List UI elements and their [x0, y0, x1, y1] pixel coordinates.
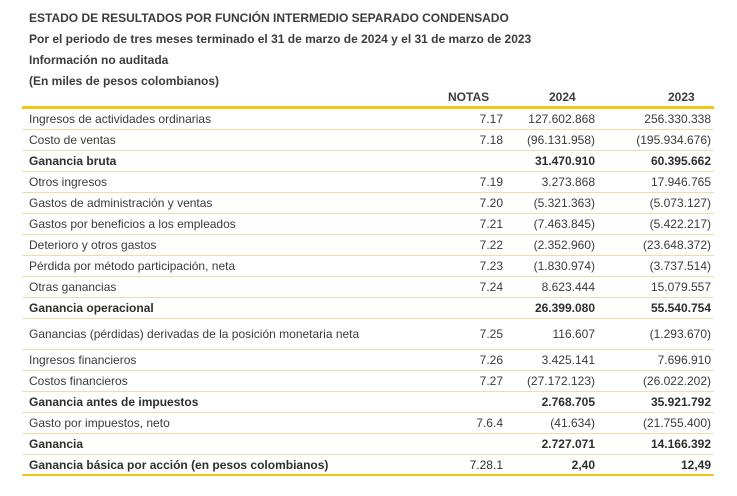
row-value-2023: 15.079.557	[650, 280, 711, 294]
statement-period: Por el periodo de tres meses terminado el 31 de marzo de 2024 y el 31 de marzo de 2023	[29, 32, 532, 46]
row-value-2023: 35.921.792	[650, 395, 711, 409]
row-value-2024: 3.273.868	[541, 175, 595, 189]
row-value-2023: 7.696.910	[657, 353, 711, 367]
row-note: 7.28.1	[469, 458, 503, 472]
row-value-2023: 12,49	[680, 458, 711, 472]
row-value-2024: 2,40	[571, 458, 595, 472]
row-label: Ingresos de actividades ordinarias	[29, 112, 212, 126]
row-value-2024: (27.172.123)	[526, 374, 595, 388]
row-label: Ganancia bruta	[29, 154, 117, 168]
row-label: Gasto por impuestos, neto	[29, 416, 170, 430]
row-value-2023: (1.293.670)	[649, 327, 711, 341]
row-note: 7.22	[479, 238, 503, 252]
row-value-2023: 60.395.662	[650, 154, 711, 168]
row-value-2023: 14.166.392	[650, 437, 711, 451]
row-label: Gastos por beneficios a los empleados	[29, 217, 236, 231]
row-label: Costos financieros	[29, 374, 128, 388]
units-note: (En miles de pesos colombianos)	[29, 74, 220, 88]
row-label: Ganancias (pérdidas) derivadas de la posición monetaria neta	[29, 327, 360, 341]
row-note: 7.24	[479, 280, 503, 294]
row-value-2024: (96.131.958)	[526, 133, 595, 147]
notes-column-header: NOTAS	[448, 90, 490, 104]
table-row	[22, 214, 714, 235]
table-row	[22, 455, 714, 475]
row-label: Pérdida por método participación, neta	[29, 259, 236, 273]
table-row	[22, 298, 714, 319]
row-value-2024: 31.470.910	[534, 154, 595, 168]
row-note: 7.20	[479, 196, 503, 210]
income-statement-table	[22, 109, 714, 475]
row-value-2024: (1.830.974)	[533, 259, 595, 273]
row-label: Otras ganancias	[29, 280, 117, 294]
row-note: 7.25	[479, 327, 503, 341]
table-row	[22, 256, 714, 277]
statement-header	[29, 8, 531, 92]
table-row	[22, 350, 714, 371]
row-note: 7.26	[479, 353, 503, 367]
row-label: Otros ingresos	[29, 175, 108, 189]
table-row	[22, 109, 714, 130]
statement-title: ESTADO DE RESULTADOS POR FUNCIÓN INTERMEDIO SEPARADO CONDENSADO	[29, 11, 509, 25]
table-row	[22, 151, 714, 172]
row-value-2023: (23.648.372)	[642, 238, 711, 252]
row-value-2023: (26.022.202)	[642, 374, 711, 388]
row-note: 7.19	[479, 175, 503, 189]
footer-rule	[22, 474, 714, 476]
row-value-2024: (41.634)	[550, 416, 595, 430]
row-value-2023: (5.422.217)	[649, 217, 711, 231]
row-label: Ganancia operacional	[29, 301, 154, 315]
row-value-2023: (5.073.127)	[649, 196, 711, 210]
row-value-2024: 116.607	[552, 327, 595, 341]
row-label: Costo de ventas	[29, 133, 116, 147]
row-label: Ganancia	[29, 437, 84, 451]
row-note: 7.23	[479, 259, 503, 273]
table-row	[22, 235, 714, 256]
row-note: 7.27	[479, 374, 503, 388]
row-value-2023: (3.737.514)	[649, 259, 711, 273]
year-2024-column-header: 2024	[549, 90, 576, 104]
row-label: Ganancia básica por acción (en pesos colombianos)	[29, 458, 329, 472]
row-value-2023: 55.540.754	[650, 301, 711, 315]
row-value-2024: 127.602.868	[528, 112, 595, 126]
row-value-2024: (5.321.363)	[533, 196, 595, 210]
year-2023-column-header: 2023	[668, 90, 695, 104]
table-row	[22, 434, 714, 455]
row-note: 7.21	[479, 217, 503, 231]
row-label: Ganancia antes de impuestos	[29, 395, 199, 409]
row-value-2024: 2.768.705	[541, 395, 595, 409]
row-value-2024: 26.399.080	[534, 301, 595, 315]
table-row	[22, 130, 714, 151]
table-row	[22, 193, 714, 214]
row-note: 7.17	[479, 112, 503, 126]
row-label: Deterioro y otros gastos	[29, 238, 157, 252]
table-row	[22, 392, 714, 413]
row-value-2023: (195.934.676)	[636, 133, 711, 147]
row-value-2023: (21.755.400)	[642, 416, 711, 430]
row-value-2023: 256.330.338	[644, 112, 711, 126]
column-headers	[29, 90, 714, 106]
table-row	[22, 413, 714, 434]
row-note: 7.6.4	[476, 416, 503, 430]
row-value-2023: 17.946.765	[650, 175, 711, 189]
table-row	[22, 277, 714, 298]
row-label: Gastos de administración y ventas	[29, 196, 213, 210]
row-value-2024: (2.352.960)	[533, 238, 595, 252]
table-row	[22, 319, 714, 350]
table-row	[22, 371, 714, 392]
row-value-2024: 8.623.444	[541, 280, 595, 294]
row-note: 7.18	[479, 133, 503, 147]
audit-note: Información no auditada	[29, 53, 169, 67]
row-value-2024: 3.425.141	[541, 353, 595, 367]
row-value-2024: 2.727.071	[541, 437, 595, 451]
row-value-2024: (7.463.845)	[533, 217, 595, 231]
table-row	[22, 172, 714, 193]
row-label: Ingresos financieros	[29, 353, 137, 367]
